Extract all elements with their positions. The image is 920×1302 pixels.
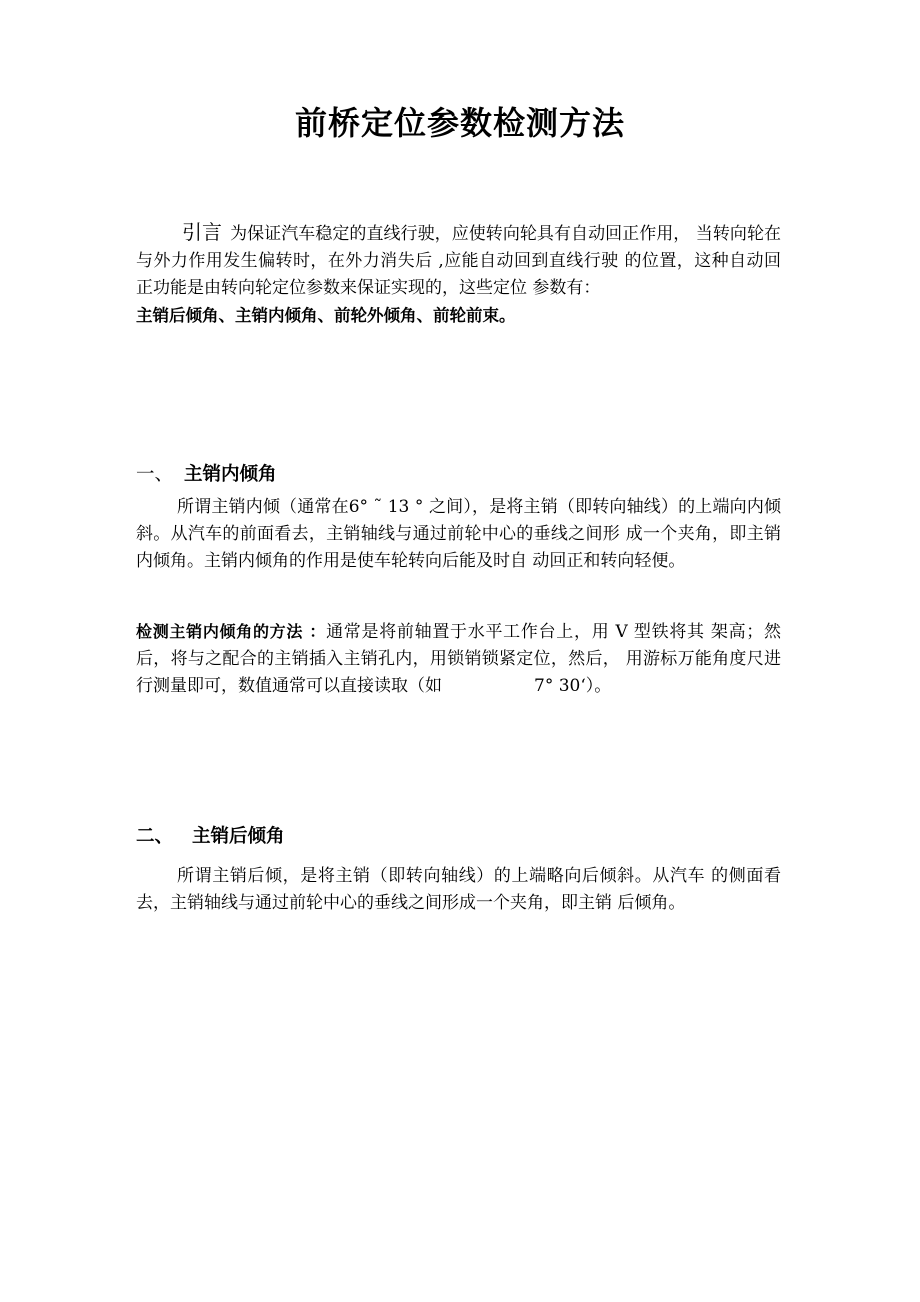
method-text: 通常是将前轴置于水平工作台上，用 V 型铁将其 架高；然后，将与之配合的主销插入主销孔内，用锁销锁紧定位，然后， 用游标万能角度尺进行测量即可，数值通常可以直接读取（如 (136, 622, 781, 696)
section2-heading (136, 822, 285, 848)
method-value: 7° 30‘）。 (534, 676, 612, 696)
section2-title: 主销后倾角 (192, 826, 285, 847)
intro-text: 为保证汽车稳定的直线行驶，应使转向轮具有自动回正作用， 当转向轮在与外力作用发生偏转时，在外力消失后 ,应能自动回到直线行驶 的位置，这种自动回正功能是由转向轮定位参数来保证实现的，这些定位 参数有： (136, 224, 781, 298)
section1-heading (136, 460, 277, 486)
section1-method-paragraph (136, 618, 781, 700)
intro-paragraph (136, 219, 781, 329)
section1-paragraph: 所谓主销内倾（通常在6° ˜ 13 ° 之间），是将主销（即转向轴线）的上端向内倾斜。从汽车的前面看去，主销轴线与通过前轮中心的垂线之间形 成一个夹角，即主销内倾角。主销内倾角的作用是使车轮转向后能及时自 动回正和转向轻便。 (136, 497, 781, 571)
section2-number: 二、 (136, 826, 174, 847)
section1-title: 主销内倾角 (184, 464, 277, 485)
section1-number: 一、 (136, 464, 174, 485)
intro-lead: 引言 (182, 220, 223, 244)
document-title: 前桥定位参数检测方法 (294, 104, 625, 142)
section2-paragraph: 所谓主销后倾，是将主销（即转向轴线）的上端略向后倾斜。从汽车 的侧面看去，主销轴线与通过前轮中心的垂线之间形成一个夹角，即主销 后倾角。 (136, 866, 781, 913)
intro-bold-list: 主销后倾角、主销内倾角、前轮外倾角、前轮前束。 (136, 306, 516, 325)
method-label: 检测主销内倾角的方法 ： (136, 622, 327, 641)
